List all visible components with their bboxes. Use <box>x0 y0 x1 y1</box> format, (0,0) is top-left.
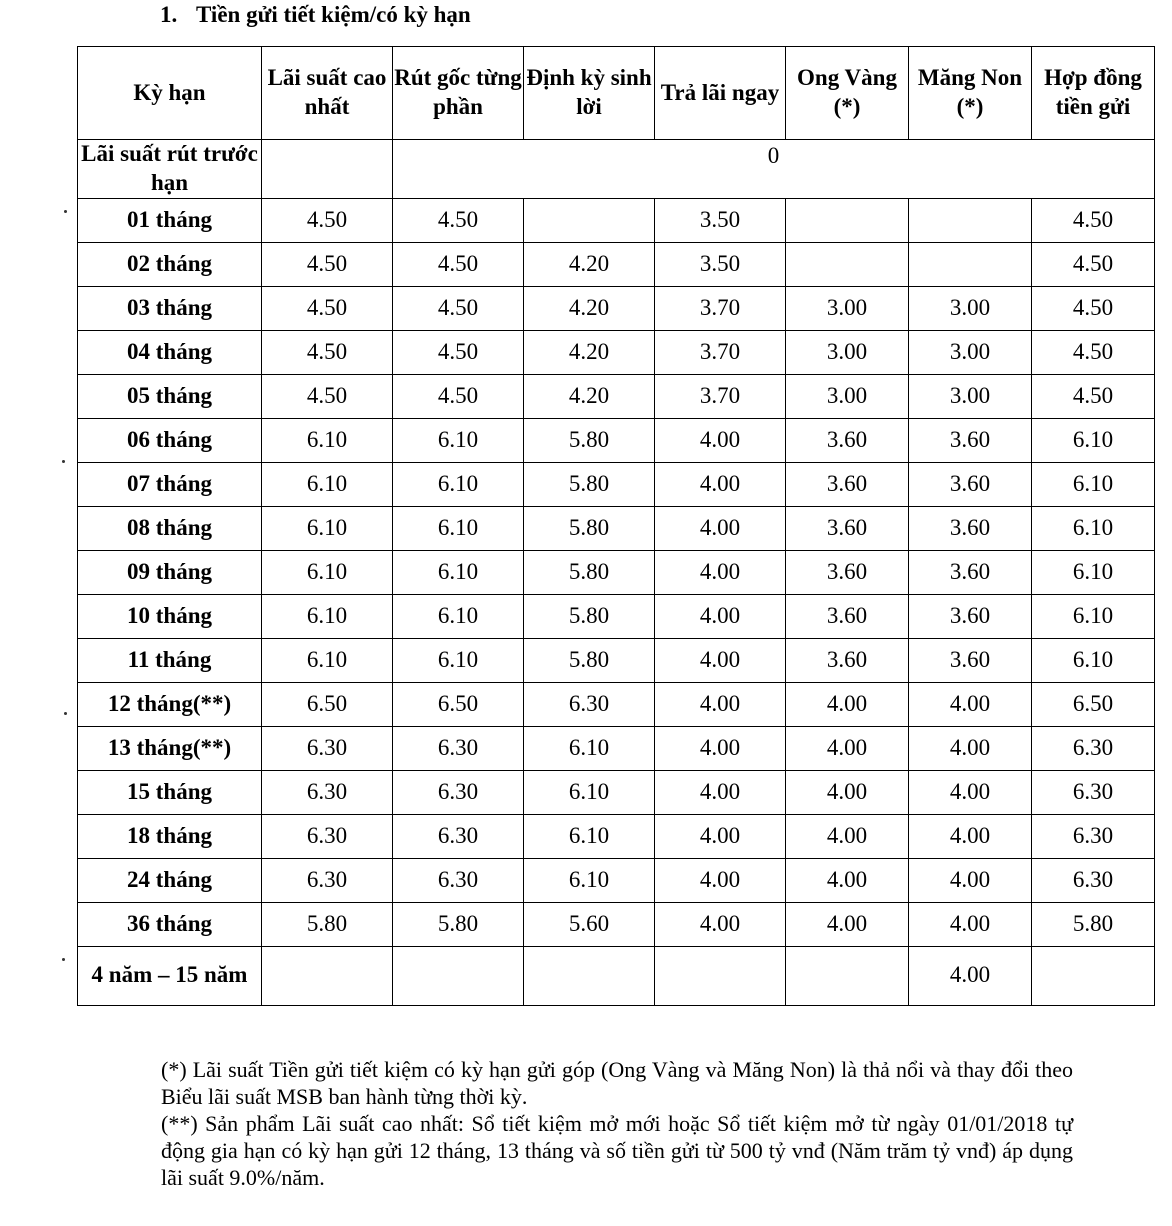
early-withdrawal-label: Lãi suất rút trước hạn <box>78 140 262 199</box>
rate-cell: 4.00 <box>655 726 786 770</box>
scan-speck <box>62 460 65 463</box>
rate-cell: 6.10 <box>393 418 524 462</box>
rate-cell: 4.00 <box>655 506 786 550</box>
term-cell: 18 tháng <box>78 814 262 858</box>
rate-cell: 4.50 <box>262 330 393 374</box>
table-row <box>78 858 1155 902</box>
rate-cell: 4.50 <box>393 286 524 330</box>
rate-cell: 6.10 <box>1032 418 1155 462</box>
rate-cell: 5.80 <box>524 594 655 638</box>
rate-cell: 5.80 <box>262 902 393 946</box>
rate-cell: 3.00 <box>786 374 909 418</box>
early-withdrawal-row <box>78 140 1155 199</box>
rate-cell: 4.50 <box>1032 330 1155 374</box>
table-row <box>78 682 1155 726</box>
table-row <box>78 374 1155 418</box>
rate-cell: 5.80 <box>524 462 655 506</box>
rate-cell <box>909 242 1032 286</box>
rate-cell: 4.20 <box>524 286 655 330</box>
rate-cell: 4.50 <box>393 242 524 286</box>
rate-cell: 4.50 <box>262 242 393 286</box>
rate-cell: 6.30 <box>262 770 393 814</box>
rate-cell: 4.00 <box>909 946 1032 1005</box>
rate-cell: 3.00 <box>909 374 1032 418</box>
rate-cell: 3.00 <box>909 286 1032 330</box>
table-row <box>78 594 1155 638</box>
table-row <box>78 638 1155 682</box>
rate-cell: 4.50 <box>1032 242 1155 286</box>
rate-cell <box>909 198 1032 242</box>
rate-cell: 5.60 <box>524 902 655 946</box>
rate-cell: 6.30 <box>1032 814 1155 858</box>
interest-rate-table <box>77 46 1155 1006</box>
rate-cell: 4.00 <box>655 550 786 594</box>
rate-cell <box>1032 946 1155 1005</box>
rate-cell: 6.50 <box>262 682 393 726</box>
rate-cell: 4.00 <box>786 770 909 814</box>
header-term: Kỳ hạn <box>78 47 262 140</box>
term-cell: 03 tháng <box>78 286 262 330</box>
rate-cell: 4.50 <box>1032 374 1155 418</box>
section-number: 1. <box>160 2 178 27</box>
rate-cell <box>524 198 655 242</box>
header-partial-withdrawal: Rút gốc từng phần <box>393 47 524 140</box>
rate-cell: 6.10 <box>262 506 393 550</box>
rate-cell: 3.00 <box>786 330 909 374</box>
footnote-2: (**) Sản phẩm Lãi suất cao nhất: Sổ tiết kiệm mở mới hoặc Sổ tiết kiệm mở từ ngày 01/01/2018 tự động gia hạn có kỳ hạn gửi 12 tháng, 13 tháng và số tiền gửi từ 500 tỷ vnđ (Năm trăm tỷ vnđ) áp dụng lãi suất 9.0%/năm. <box>161 1111 1073 1190</box>
scan-speck <box>64 712 67 715</box>
rate-cell: 3.60 <box>909 418 1032 462</box>
rate-cell: 6.50 <box>393 682 524 726</box>
rate-cell <box>524 946 655 1005</box>
rate-cell: 4.00 <box>786 858 909 902</box>
rate-cell: 3.60 <box>909 462 1032 506</box>
rate-cell: 3.60 <box>786 638 909 682</box>
rate-cell <box>655 946 786 1005</box>
rate-cell: 6.10 <box>262 550 393 594</box>
rate-cell: 6.30 <box>1032 858 1155 902</box>
rate-cell: 6.10 <box>393 550 524 594</box>
rate-cell: 6.10 <box>262 462 393 506</box>
rate-cell: 5.80 <box>524 418 655 462</box>
rate-cell: 6.10 <box>262 638 393 682</box>
rate-cell: 6.30 <box>393 858 524 902</box>
rate-cell: 5.80 <box>524 506 655 550</box>
term-cell: 02 tháng <box>78 242 262 286</box>
rate-cell: 3.60 <box>786 594 909 638</box>
rate-cell: 4.00 <box>786 902 909 946</box>
rate-cell: 3.70 <box>655 330 786 374</box>
term-cell: 11 tháng <box>78 638 262 682</box>
rate-cell: 4.00 <box>655 594 786 638</box>
rate-cell: 3.00 <box>909 330 1032 374</box>
rate-cell: 3.60 <box>909 594 1032 638</box>
rate-cell: 6.10 <box>524 770 655 814</box>
rate-cell: 6.50 <box>1032 682 1155 726</box>
rate-cell: 4.00 <box>655 858 786 902</box>
rate-cell: 6.10 <box>393 594 524 638</box>
scan-speck <box>62 958 65 961</box>
section-title-text: Tiền gửi tiết kiệm/có kỳ hạn <box>196 2 471 27</box>
rate-cell: 4.00 <box>655 682 786 726</box>
table-row <box>78 242 1155 286</box>
rate-cell: 6.10 <box>262 594 393 638</box>
rate-cell: 4.00 <box>655 462 786 506</box>
rate-cell: 4.00 <box>655 902 786 946</box>
rate-cell: 6.10 <box>524 814 655 858</box>
table-row <box>78 550 1155 594</box>
rate-cell: 6.10 <box>524 726 655 770</box>
header-ong-vang: Ong Vàng (*) <box>786 47 909 140</box>
rate-cell: 4.00 <box>909 682 1032 726</box>
rate-cell: 4.00 <box>786 814 909 858</box>
rate-cell: 4.00 <box>655 814 786 858</box>
rate-cell: 6.30 <box>262 726 393 770</box>
term-cell: 12 tháng(**) <box>78 682 262 726</box>
term-cell: 07 tháng <box>78 462 262 506</box>
term-cell: 01 tháng <box>78 198 262 242</box>
table-row <box>78 286 1155 330</box>
rate-cell: 6.10 <box>524 858 655 902</box>
rate-cell: 4.00 <box>909 814 1032 858</box>
rate-cell: 4.00 <box>786 726 909 770</box>
rate-cell: 6.30 <box>393 726 524 770</box>
rate-cell: 4.00 <box>786 682 909 726</box>
term-cell: 15 tháng <box>78 770 262 814</box>
rate-cell: 6.30 <box>262 814 393 858</box>
rate-cell: 6.30 <box>524 682 655 726</box>
table-row <box>78 462 1155 506</box>
footnote-1: (*) Lãi suất Tiền gửi tiết kiệm có kỳ hạn gửi góp (Ong Vàng và Măng Non) là thả nổi và thay đổi theo Biểu lãi suất MSB ban hành từng thời kỳ. <box>161 1057 1073 1109</box>
rate-cell: 3.60 <box>786 462 909 506</box>
rate-cell: 3.50 <box>655 242 786 286</box>
table-row <box>78 330 1155 374</box>
table-row <box>78 726 1155 770</box>
rate-cell: 3.60 <box>786 418 909 462</box>
table-cell <box>262 140 393 199</box>
rate-cell: 6.10 <box>1032 462 1155 506</box>
rate-cell: 4.20 <box>524 374 655 418</box>
rate-cell: 3.70 <box>655 286 786 330</box>
rate-cell: 4.00 <box>909 902 1032 946</box>
rate-cell: 3.60 <box>909 550 1032 594</box>
rate-cell: 6.30 <box>262 858 393 902</box>
rate-cell: 6.30 <box>1032 726 1155 770</box>
header-upfront-interest: Trả lãi ngay <box>655 47 786 140</box>
rate-cell: 6.10 <box>1032 506 1155 550</box>
rate-cell: 4.50 <box>1032 286 1155 330</box>
rate-cell: 4.00 <box>655 770 786 814</box>
table-row <box>78 946 1155 1005</box>
table-row <box>78 506 1155 550</box>
rate-cell: 3.60 <box>909 506 1032 550</box>
rate-cell: 6.30 <box>393 770 524 814</box>
rate-cell: 4.50 <box>393 330 524 374</box>
term-cell: 10 tháng <box>78 594 262 638</box>
rate-cell <box>262 946 393 1005</box>
term-cell: 13 tháng(**) <box>78 726 262 770</box>
rate-cell: 3.60 <box>909 638 1032 682</box>
rate-cell: 6.30 <box>1032 770 1155 814</box>
footnotes <box>161 1056 1073 1191</box>
rate-cell: 4.50 <box>262 286 393 330</box>
term-cell: 24 tháng <box>78 858 262 902</box>
rate-cell: 4.50 <box>1032 198 1155 242</box>
rate-cell: 3.70 <box>655 374 786 418</box>
rate-cell: 3.60 <box>786 506 909 550</box>
rate-cell: 4.50 <box>393 198 524 242</box>
table-row <box>78 418 1155 462</box>
term-cell: 04 tháng <box>78 330 262 374</box>
rate-cell <box>786 946 909 1005</box>
rate-cell: 4.00 <box>655 418 786 462</box>
rate-cell: 6.10 <box>262 418 393 462</box>
early-withdrawal-rate: 0 <box>393 140 1155 199</box>
rate-cell: 6.10 <box>393 506 524 550</box>
table-row <box>78 770 1155 814</box>
table-row <box>78 902 1155 946</box>
rate-cell: 4.00 <box>909 726 1032 770</box>
rate-cell: 5.80 <box>524 638 655 682</box>
rate-cell: 4.50 <box>393 374 524 418</box>
table-row <box>78 814 1155 858</box>
rate-cell <box>393 946 524 1005</box>
term-cell: 05 tháng <box>78 374 262 418</box>
rate-cell: 4.50 <box>262 374 393 418</box>
rate-cell: 4.00 <box>909 770 1032 814</box>
rate-cell: 5.80 <box>1032 902 1155 946</box>
rate-cell: 4.00 <box>655 638 786 682</box>
rate-cell: 6.10 <box>1032 550 1155 594</box>
term-cell: 4 năm – 15 năm <box>78 946 262 1005</box>
header-mang-non: Măng Non (*) <box>909 47 1032 140</box>
rate-cell: 3.60 <box>786 550 909 594</box>
rate-cell: 5.80 <box>524 550 655 594</box>
table-row <box>78 198 1155 242</box>
rate-cell: 4.50 <box>262 198 393 242</box>
term-cell: 36 tháng <box>78 902 262 946</box>
term-cell: 09 tháng <box>78 550 262 594</box>
rate-cell: 3.00 <box>786 286 909 330</box>
term-cell: 08 tháng <box>78 506 262 550</box>
rate-cell: 4.20 <box>524 330 655 374</box>
rate-cell: 6.10 <box>393 462 524 506</box>
rate-cell: 6.10 <box>1032 594 1155 638</box>
term-cell: 06 tháng <box>78 418 262 462</box>
section-title <box>160 2 471 28</box>
rate-cell: 4.00 <box>909 858 1032 902</box>
rate-cell <box>786 242 909 286</box>
scan-speck <box>64 210 67 213</box>
rate-cell: 6.10 <box>1032 638 1155 682</box>
header-highest-rate: Lãi suất cao nhất <box>262 47 393 140</box>
header-periodic-profit: Định kỳ sinh lời <box>524 47 655 140</box>
rate-cell <box>786 198 909 242</box>
rate-cell: 3.50 <box>655 198 786 242</box>
rate-cell: 6.30 <box>393 814 524 858</box>
table-header-row <box>78 47 1155 140</box>
rate-cell: 6.10 <box>393 638 524 682</box>
rate-cell: 4.20 <box>524 242 655 286</box>
header-deposit-contract: Hợp đồng tiền gửi <box>1032 47 1155 140</box>
rate-cell: 5.80 <box>393 902 524 946</box>
